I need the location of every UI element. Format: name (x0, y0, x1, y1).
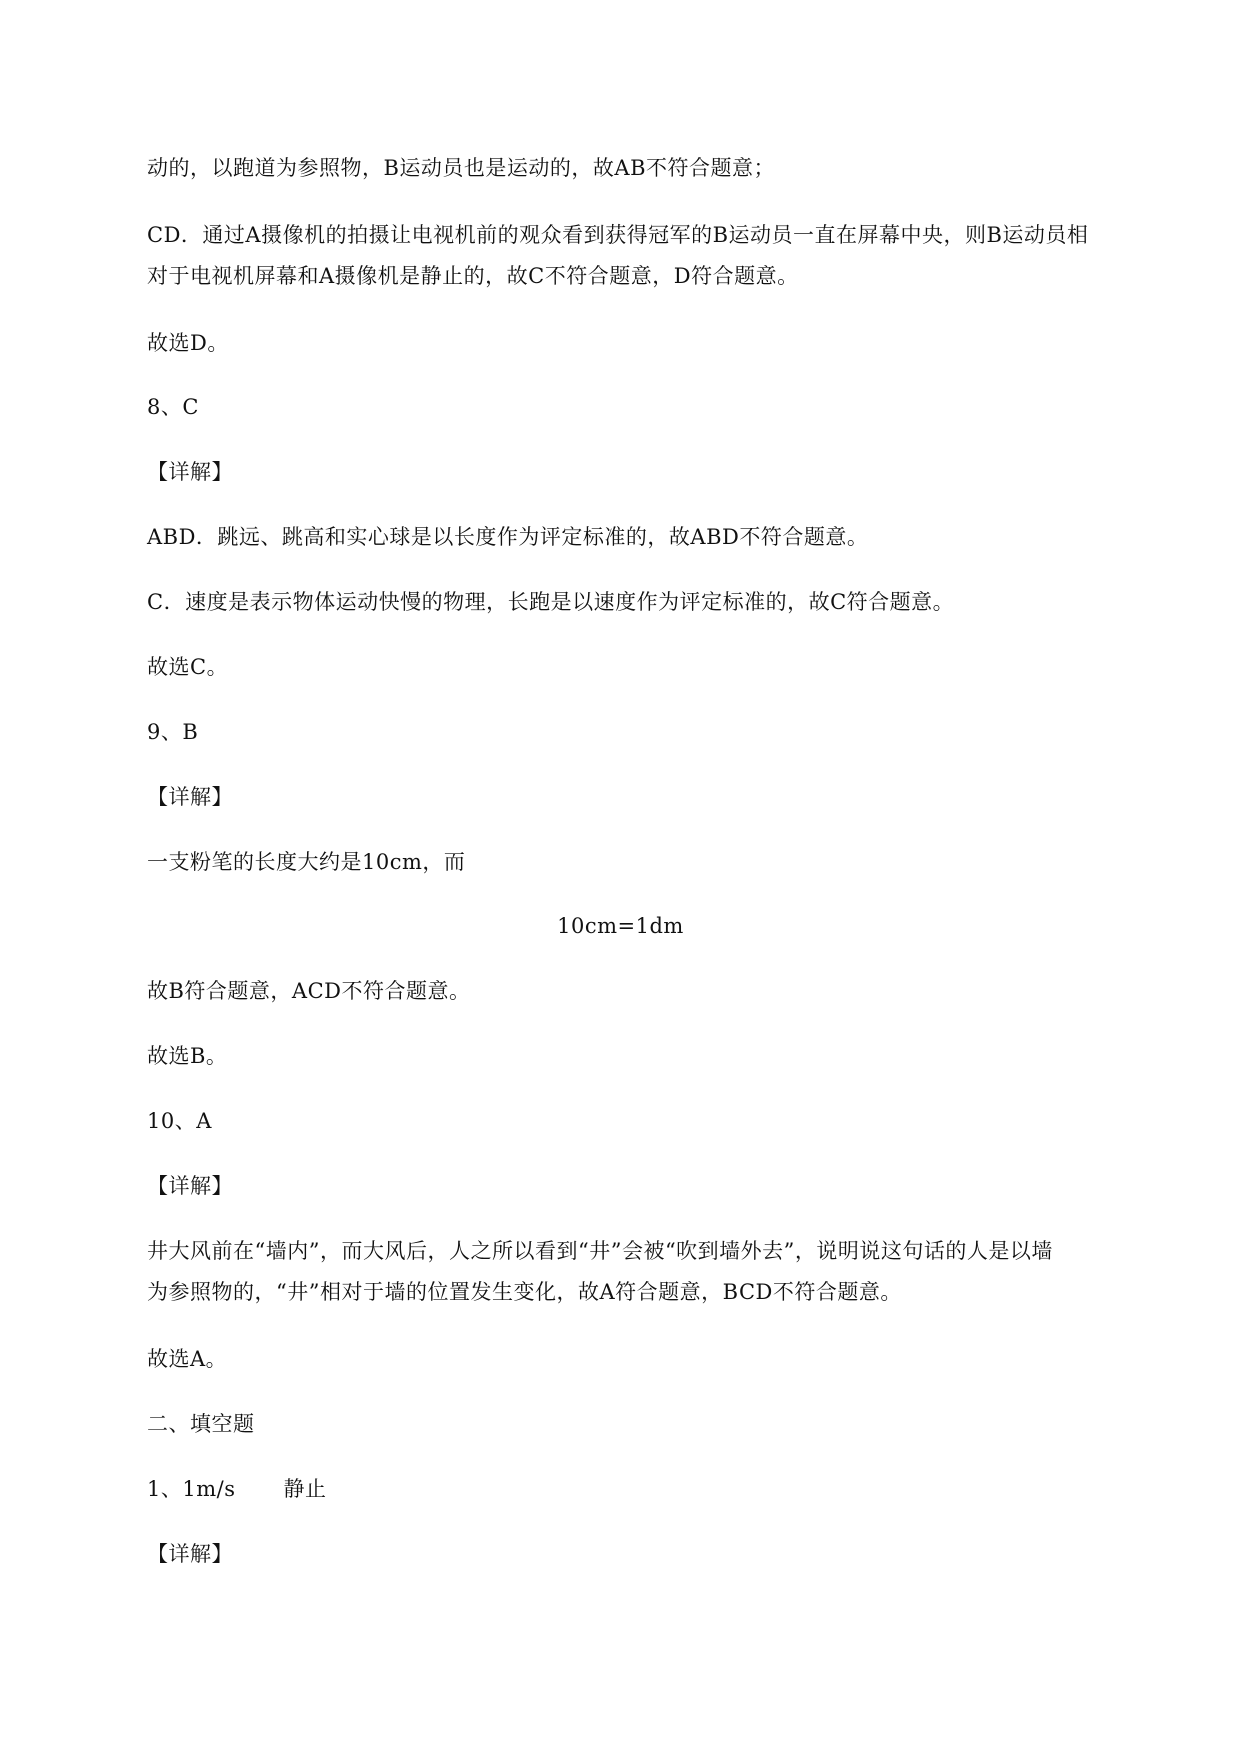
answer-heading: 8、C (147, 395, 199, 419)
text-line: 故选C。 (147, 655, 229, 679)
text-line: 故选B。 (147, 1044, 228, 1068)
text-line: C．速度是表示物体运动快慢的物理，长跑是以速度作为评定标准的，故C符合题意。 (147, 590, 955, 614)
answer-heading: 10、A (147, 1109, 212, 1133)
text-line: 对于电视机屏幕和A摄像机是静止的，故C不符合题意，D符合题意。 (147, 264, 799, 288)
section-label: 【详解】 (147, 460, 233, 484)
section-label: 【详解】 (147, 1174, 233, 1198)
text-line: 故选D。 (147, 331, 229, 355)
text-line: 动的，以跑道为参照物，B运动员也是运动的，故AB不符合题意； (147, 156, 776, 180)
section-label: 【详解】 (147, 1542, 233, 1566)
text-line: 一支粉笔的长度大约是10cm，而 (147, 850, 466, 874)
text-line: 故选A。 (147, 1347, 228, 1371)
text-line: 为参照物的，“井”相对于墙的位置发生变化，故A符合题意，BCD不符合题意。 (147, 1280, 902, 1304)
text-line: CD．通过A摄像机的拍摄让电视机前的观众看到获得冠军的B运动员一直在屏幕中央，则B运动员相 (147, 223, 1089, 247)
equation: 10cm=1dm (557, 914, 684, 938)
section-label: 【详解】 (147, 785, 233, 809)
text-line: 故B符合题意，ACD不符合题意。 (147, 979, 471, 1003)
answer-value: 静止 (283, 1477, 327, 1501)
answer-heading (147, 1474, 1147, 1504)
answer-heading: 9、B (147, 720, 199, 744)
answer-value: 1、1m/s (147, 1477, 236, 1501)
section-title: 二、填空题 (147, 1412, 255, 1436)
text-line: 井大风前在“墙内”，而大风后，人之所以看到“井”会被“吹到墙外去”，说明说这句话的人是以墙 (147, 1239, 1053, 1263)
text-line: ABD．跳远、跳高和实心球是以长度作为评定标准的，故ABD不符合题意。 (147, 525, 869, 549)
